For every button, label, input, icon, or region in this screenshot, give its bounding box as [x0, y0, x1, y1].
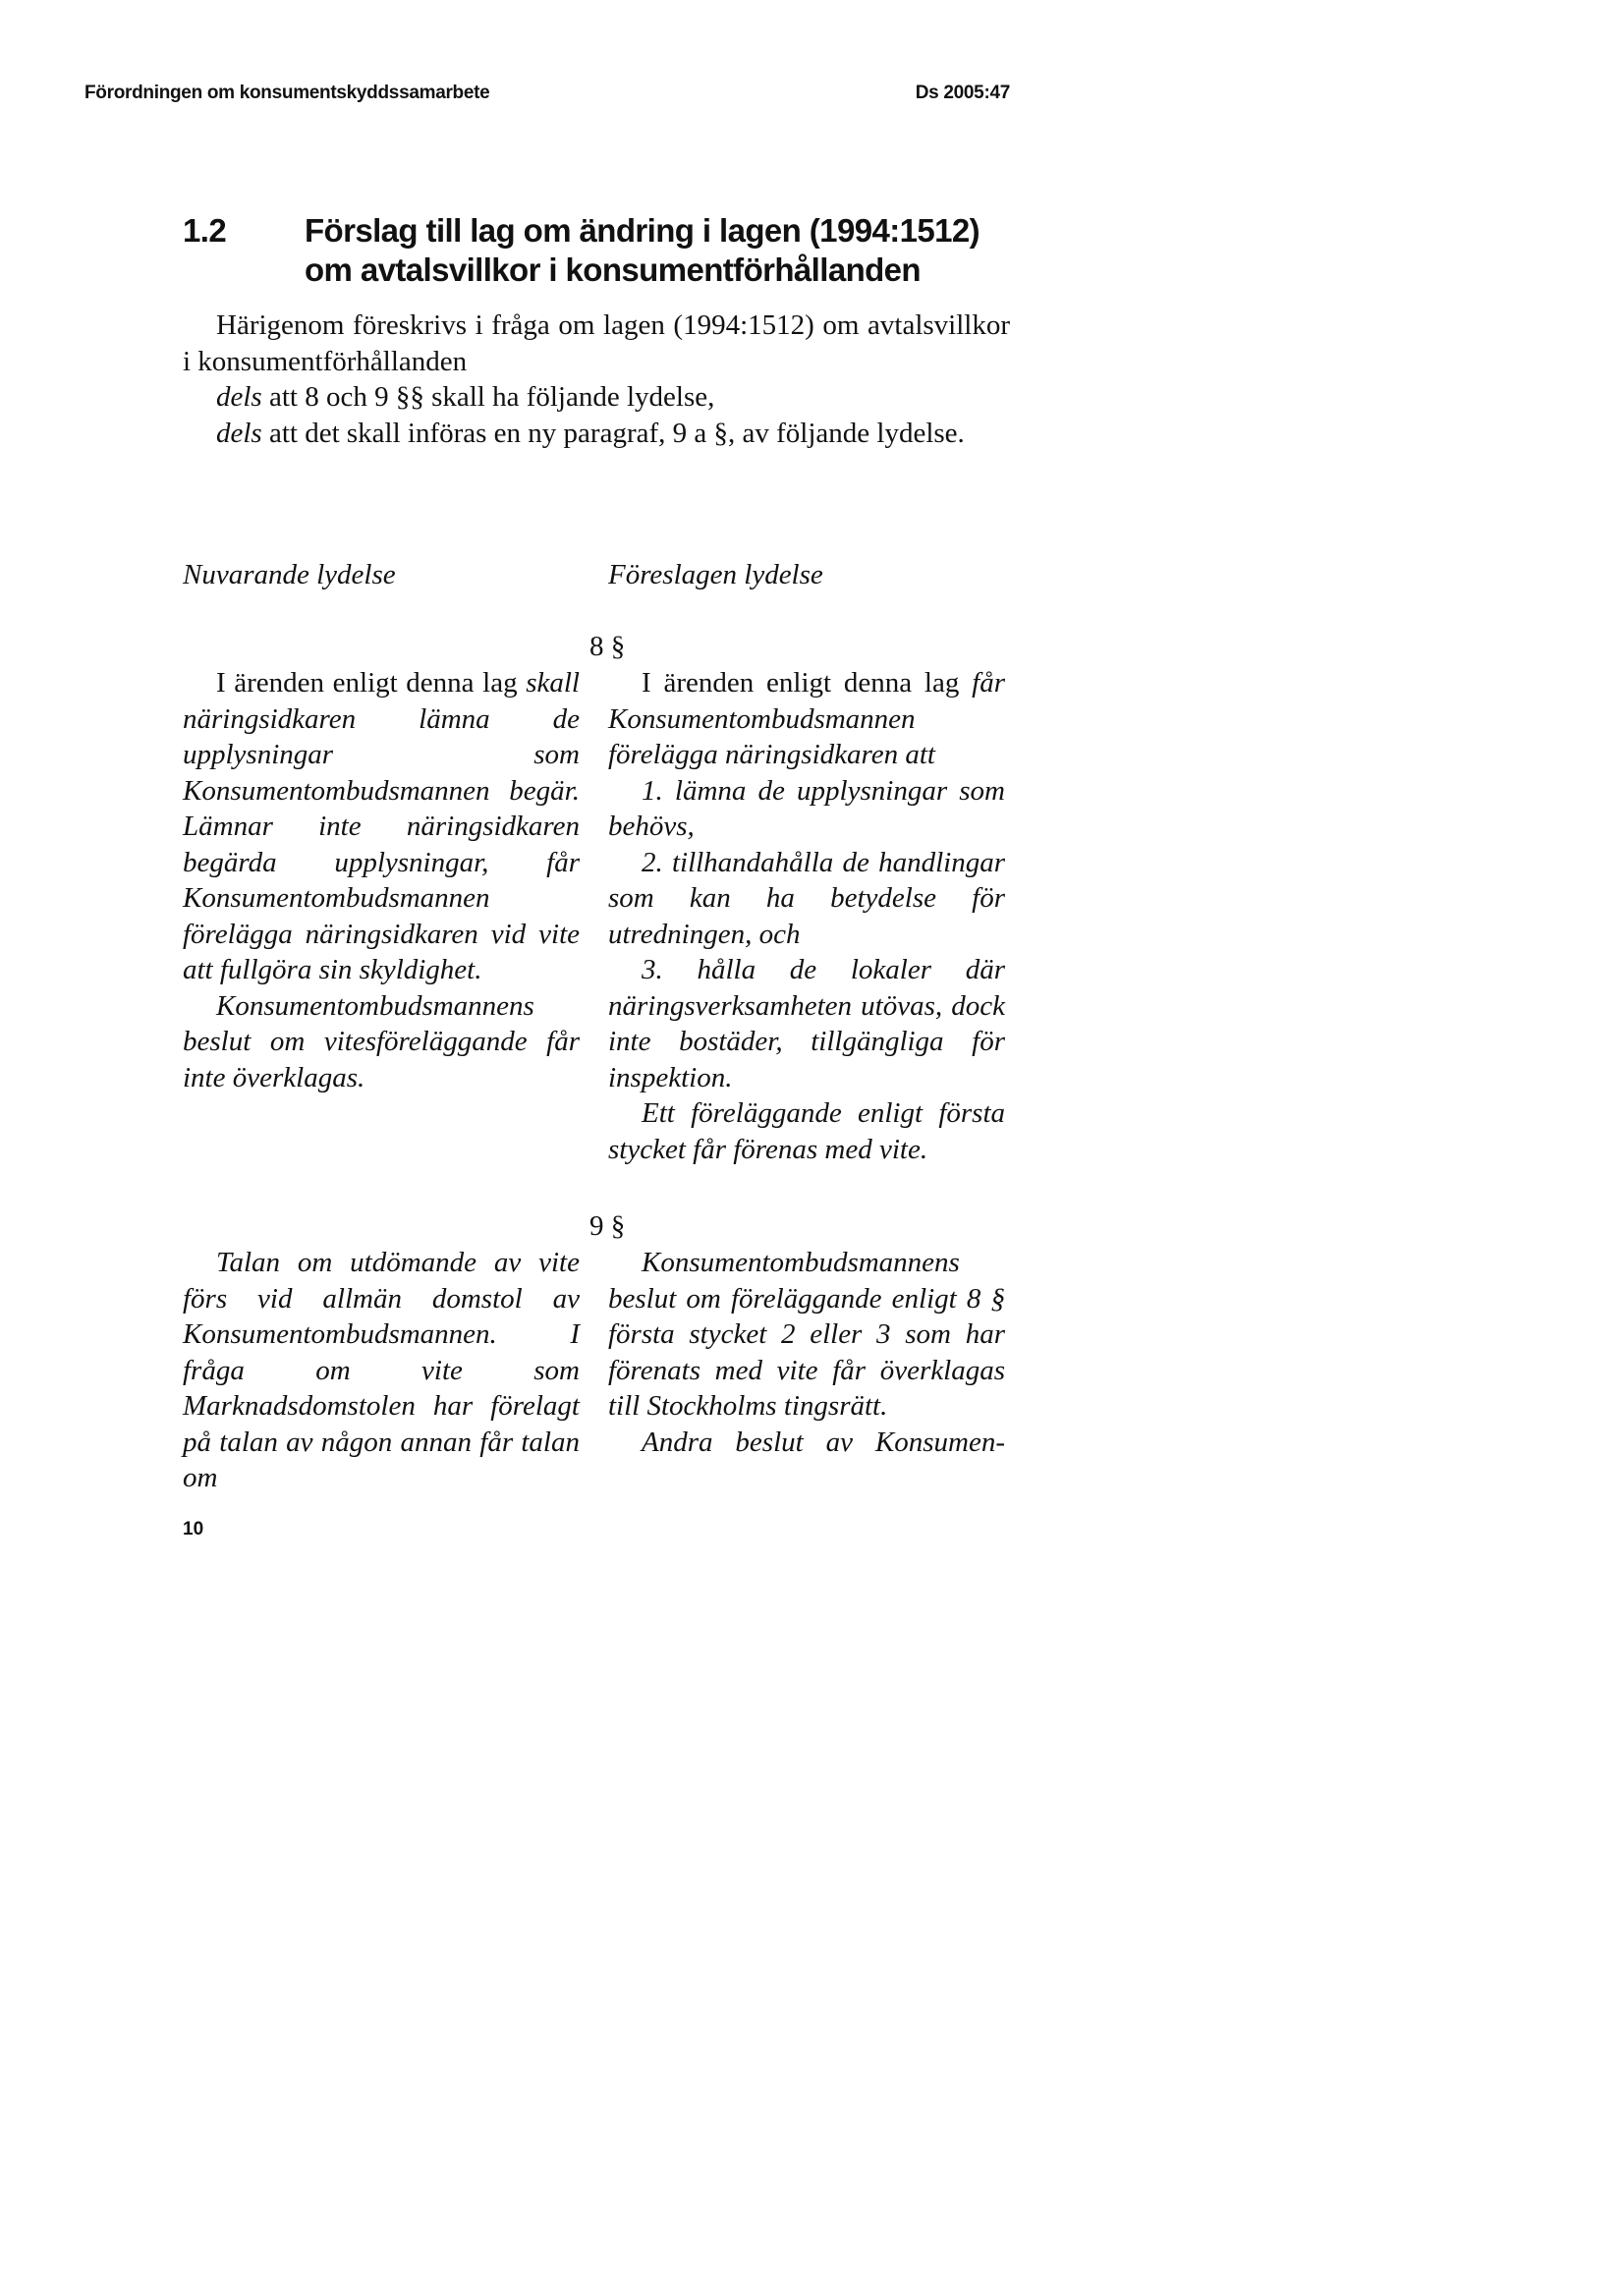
intro-paragraph: Härigenom föreskrivs i fråga om lagen (1994:1512) om avtalsvillkor i konsumentförhållanden [183, 309, 1010, 377]
running-header [84, 83, 1010, 112]
column-header-proposed: Föreslagen lydelse [608, 559, 823, 590]
dels-2-text: att det skall införas en ny paragraf, 9 a §, av följande lydelse. [261, 417, 965, 449]
proposed-paragraph: Konsumentombudsmannens beslut om föreläggande enligt 8 § första stycket 2 eller 3 som har förenats med vite får överklagas till Stockholms tingsrätt. [608, 1247, 1005, 1422]
dels-emphasis: dels [216, 417, 262, 449]
proposed-paragraph [608, 665, 1005, 773]
intro-dels-1 [183, 379, 1010, 416]
section-number: 1.2 [183, 212, 227, 249]
page-number: 10 [183, 1519, 204, 1539]
dels-1-text: att 8 och 9 §§ skall ha följande lydelse, [261, 381, 715, 413]
dels-emphasis: dels [216, 381, 262, 413]
current-paragraph [183, 665, 580, 988]
current-paragraph: Konsumentombudsmannens beslut om vitesföreläggande får inte överklagas. [183, 989, 580, 1093]
section-8-current-text [183, 665, 580, 1095]
section-8-proposed-text [608, 665, 1005, 1167]
running-header-title: Förordningen om konsumentskyddssamarbete [84, 83, 490, 103]
proposed-item-3: 3. hålla de lokaler där näringsverksamheten utövas, dock inte bostäder, tillgängliga för inspektion. [608, 954, 1005, 1093]
intro-dels-2 [183, 416, 1010, 452]
proposed-paragraph: Andra beslut av Konsumen- [642, 1426, 1005, 1458]
italic-text: skall näringsidkaren lämna de upplysningar som Konsumentombudsmannen begär. Lämnar inte näringsidkaren begärda upplysningar, får Konsumentombudsmannen förelägga näringsidkaren vid vite att fullgöra sin skyldighet. [183, 667, 580, 985]
plain-text: I ärenden enligt denna lag [216, 667, 527, 699]
column-header-current: Nuvarande lydelse [183, 559, 396, 590]
section-9-current-text [183, 1245, 580, 1496]
italic-text: får Konsumentombudsmannen förelägga näringsidkaren att [608, 667, 1005, 770]
document-reference: Ds 2005:47 [915, 83, 1010, 103]
section-8-label: 8 § [589, 631, 626, 662]
section-9-proposed-text [608, 1245, 1005, 1460]
current-paragraph: Talan om utdömande av vite förs vid allmän domstol av Konsumentombudsmannen. I fråga om vite som Marknadsdomstolen har förelagt på talan av någon annan får talan om [183, 1247, 580, 1493]
proposed-paragraph: Ett föreläggande enligt första stycket får förenas med vite. [608, 1097, 1005, 1165]
section-9-label: 9 § [589, 1210, 626, 1242]
proposed-item-1: 1. lämna de upplysningar som behövs, [608, 774, 1005, 842]
section-title: Förslag till lag om ändring i lagen (1994:1512) om avtalsvillkor i konsumentförhållanden [305, 212, 980, 288]
intro-text [183, 308, 1010, 451]
plain-text: I ärenden enligt denna lag [642, 667, 973, 699]
proposed-item-2: 2. tillhandahålla de handlingar som kan ha betydelse för utredningen, och [608, 846, 1005, 950]
